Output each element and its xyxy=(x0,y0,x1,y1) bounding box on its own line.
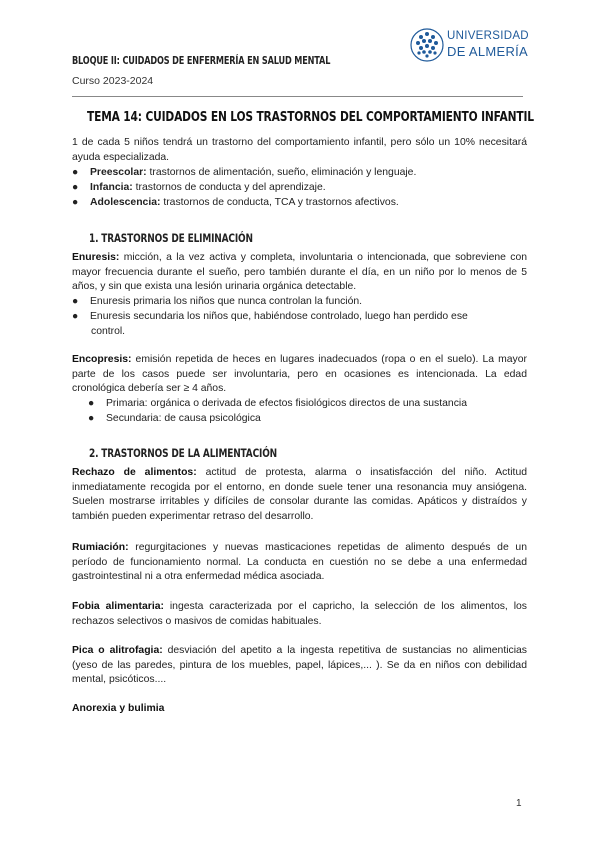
enuresis-bullet-secundaria-cont: control. xyxy=(91,326,126,337)
anorexia-heading-text: Anorexia y bulimia xyxy=(72,703,165,714)
fobia-term: Fobia alimentaria: xyxy=(72,601,164,612)
intro-bullet-infancia xyxy=(72,181,326,196)
enuresis-bullet-primaria xyxy=(72,295,362,310)
encopresis-bullet-secundaria xyxy=(88,412,261,427)
enuresis-term: Enuresis: xyxy=(72,252,120,263)
rechazo-paragraph xyxy=(72,466,527,524)
pica-term: Pica o alitrofagia: xyxy=(72,645,163,656)
university-logo xyxy=(410,26,530,68)
section-heading-eliminacion: 1. TRASTORNOS DE ELIMINACIÓN xyxy=(89,231,253,245)
encopresis-paragraph xyxy=(72,353,527,397)
bullet-text: Enuresis secundaria los niños que, habiéndose controlado, luego han perdido ese xyxy=(90,311,468,322)
header-divider xyxy=(72,96,523,97)
bullet-icon: ● xyxy=(88,398,95,409)
bullet-term: Adolescencia: xyxy=(90,197,161,208)
header-block-title: BLOQUE II: CUIDADOS DE ENFERMERÍA EN SALUD MENTAL xyxy=(72,54,331,67)
encopresis-term: Encopresis: xyxy=(72,354,132,365)
intro-paragraph: 1 de cada 5 niños tendrá un trastorno del comportamiento infantil, pero sólo un 10% necesitará ayuda especializada. xyxy=(72,137,527,163)
rumiacion-term: Rumiación: xyxy=(72,542,129,553)
bullet-term: Preescolar: xyxy=(90,167,147,178)
encopresis-text: emisión repetida de heces en lugares inadecuados (ropa o en el suelo). La mayor parte de los casos puede ser involuntaria, pero en ocasiones es intencionada. La edad cronológica debería ser ≥ 4 años. xyxy=(72,354,527,394)
enuresis-text: micción, a la vez activa y completa, involuntaria o intencionada, que sobreviene con mayor frecuencia durante el sueño, pero también durante el día, en un niño por lo menos de 5 años, y sin que exista una lesión urinaria orgánica detectable. xyxy=(72,252,527,292)
bullet-text: trastornos de conducta y del aprendizaje. xyxy=(132,182,326,193)
logo-text-line2: DE ALMERÍA xyxy=(447,44,529,59)
section-heading-alimentacion: 2. TRASTORNOS DE LA ALIMENTACIÓN xyxy=(89,446,278,460)
bullet-text: Primaria: orgánica o derivada de efectos fisiológicos directos de una sustancia xyxy=(106,398,467,409)
bullet-icon: ● xyxy=(72,311,79,322)
fobia-text: ingesta caracterizada por el capricho, la selección de los alimentos, los rechazos selectivos o masivos de comidas habituales. xyxy=(72,601,527,627)
pica-paragraph xyxy=(72,644,527,688)
pica-text: desviación del apetito a la ingesta repetitiva de sustancias no alimenticias (yeso de las paredes, pintura de los muebles, papel, lápices,... ). Se da en niños con debilidad mental, psicóticos.... xyxy=(72,645,527,685)
logo-text-line1: UNIVERSIDAD xyxy=(447,30,529,42)
bullet-icon: ● xyxy=(88,413,95,424)
fobia-paragraph xyxy=(72,600,527,629)
intro-bullet-preescolar xyxy=(72,166,416,181)
bullet-icon: ● xyxy=(72,182,79,193)
rumiacion-text: regurgitaciones y nuevas masticaciones repetidas de alimento después de un período de funcionamiento normal. La conducta en cuestión no se debe a una enfermedad gastrointestinal ni a otra enfermedad médica asociada. xyxy=(72,542,527,582)
bullet-text: Secundaria: de causa psicológica xyxy=(106,413,261,424)
enuresis-bullet-secundaria xyxy=(72,310,468,325)
logo-emblem-icon xyxy=(410,28,444,62)
encopresis-bullet-primaria xyxy=(88,397,467,412)
header-course: Curso 2023-2024 xyxy=(72,75,154,87)
rumiacion-paragraph xyxy=(72,541,527,585)
intro-bullet-adolescencia xyxy=(72,196,399,211)
enuresis-paragraph xyxy=(72,251,527,295)
bullet-text: trastornos de conducta, TCA y trastornos afectivos. xyxy=(160,197,399,208)
anorexia-heading xyxy=(72,702,527,717)
bullet-text: Enuresis primaria los niños que nunca controlan la función. xyxy=(90,296,363,307)
bullet-icon: ● xyxy=(72,167,79,178)
page-title: TEMA 14: CUIDADOS EN LOS TRASTORNOS DEL COMPORTAMIENTO INFANTIL xyxy=(87,110,534,125)
bullet-text: trastornos de alimentación, sueño, eliminación y lenguaje. xyxy=(146,167,417,178)
page-number: 1 xyxy=(516,798,522,809)
rechazo-text: actitud de protesta, alarma o insatisfacción del niño. Actitud inmediatamente recogida por el entorno, en donde suele tener una resonancia muy ansiógena. Suelen mostrarse irritables y difíciles de consolar durante las comidas. Apáticos y distraídos y también pueden experimentar retraso del desarrollo. xyxy=(72,467,527,522)
rechazo-term: Rechazo de alimentos: xyxy=(72,467,197,478)
bullet-icon: ● xyxy=(72,296,79,307)
bullet-icon: ● xyxy=(72,197,79,208)
bullet-term: Infancia: xyxy=(90,182,133,193)
